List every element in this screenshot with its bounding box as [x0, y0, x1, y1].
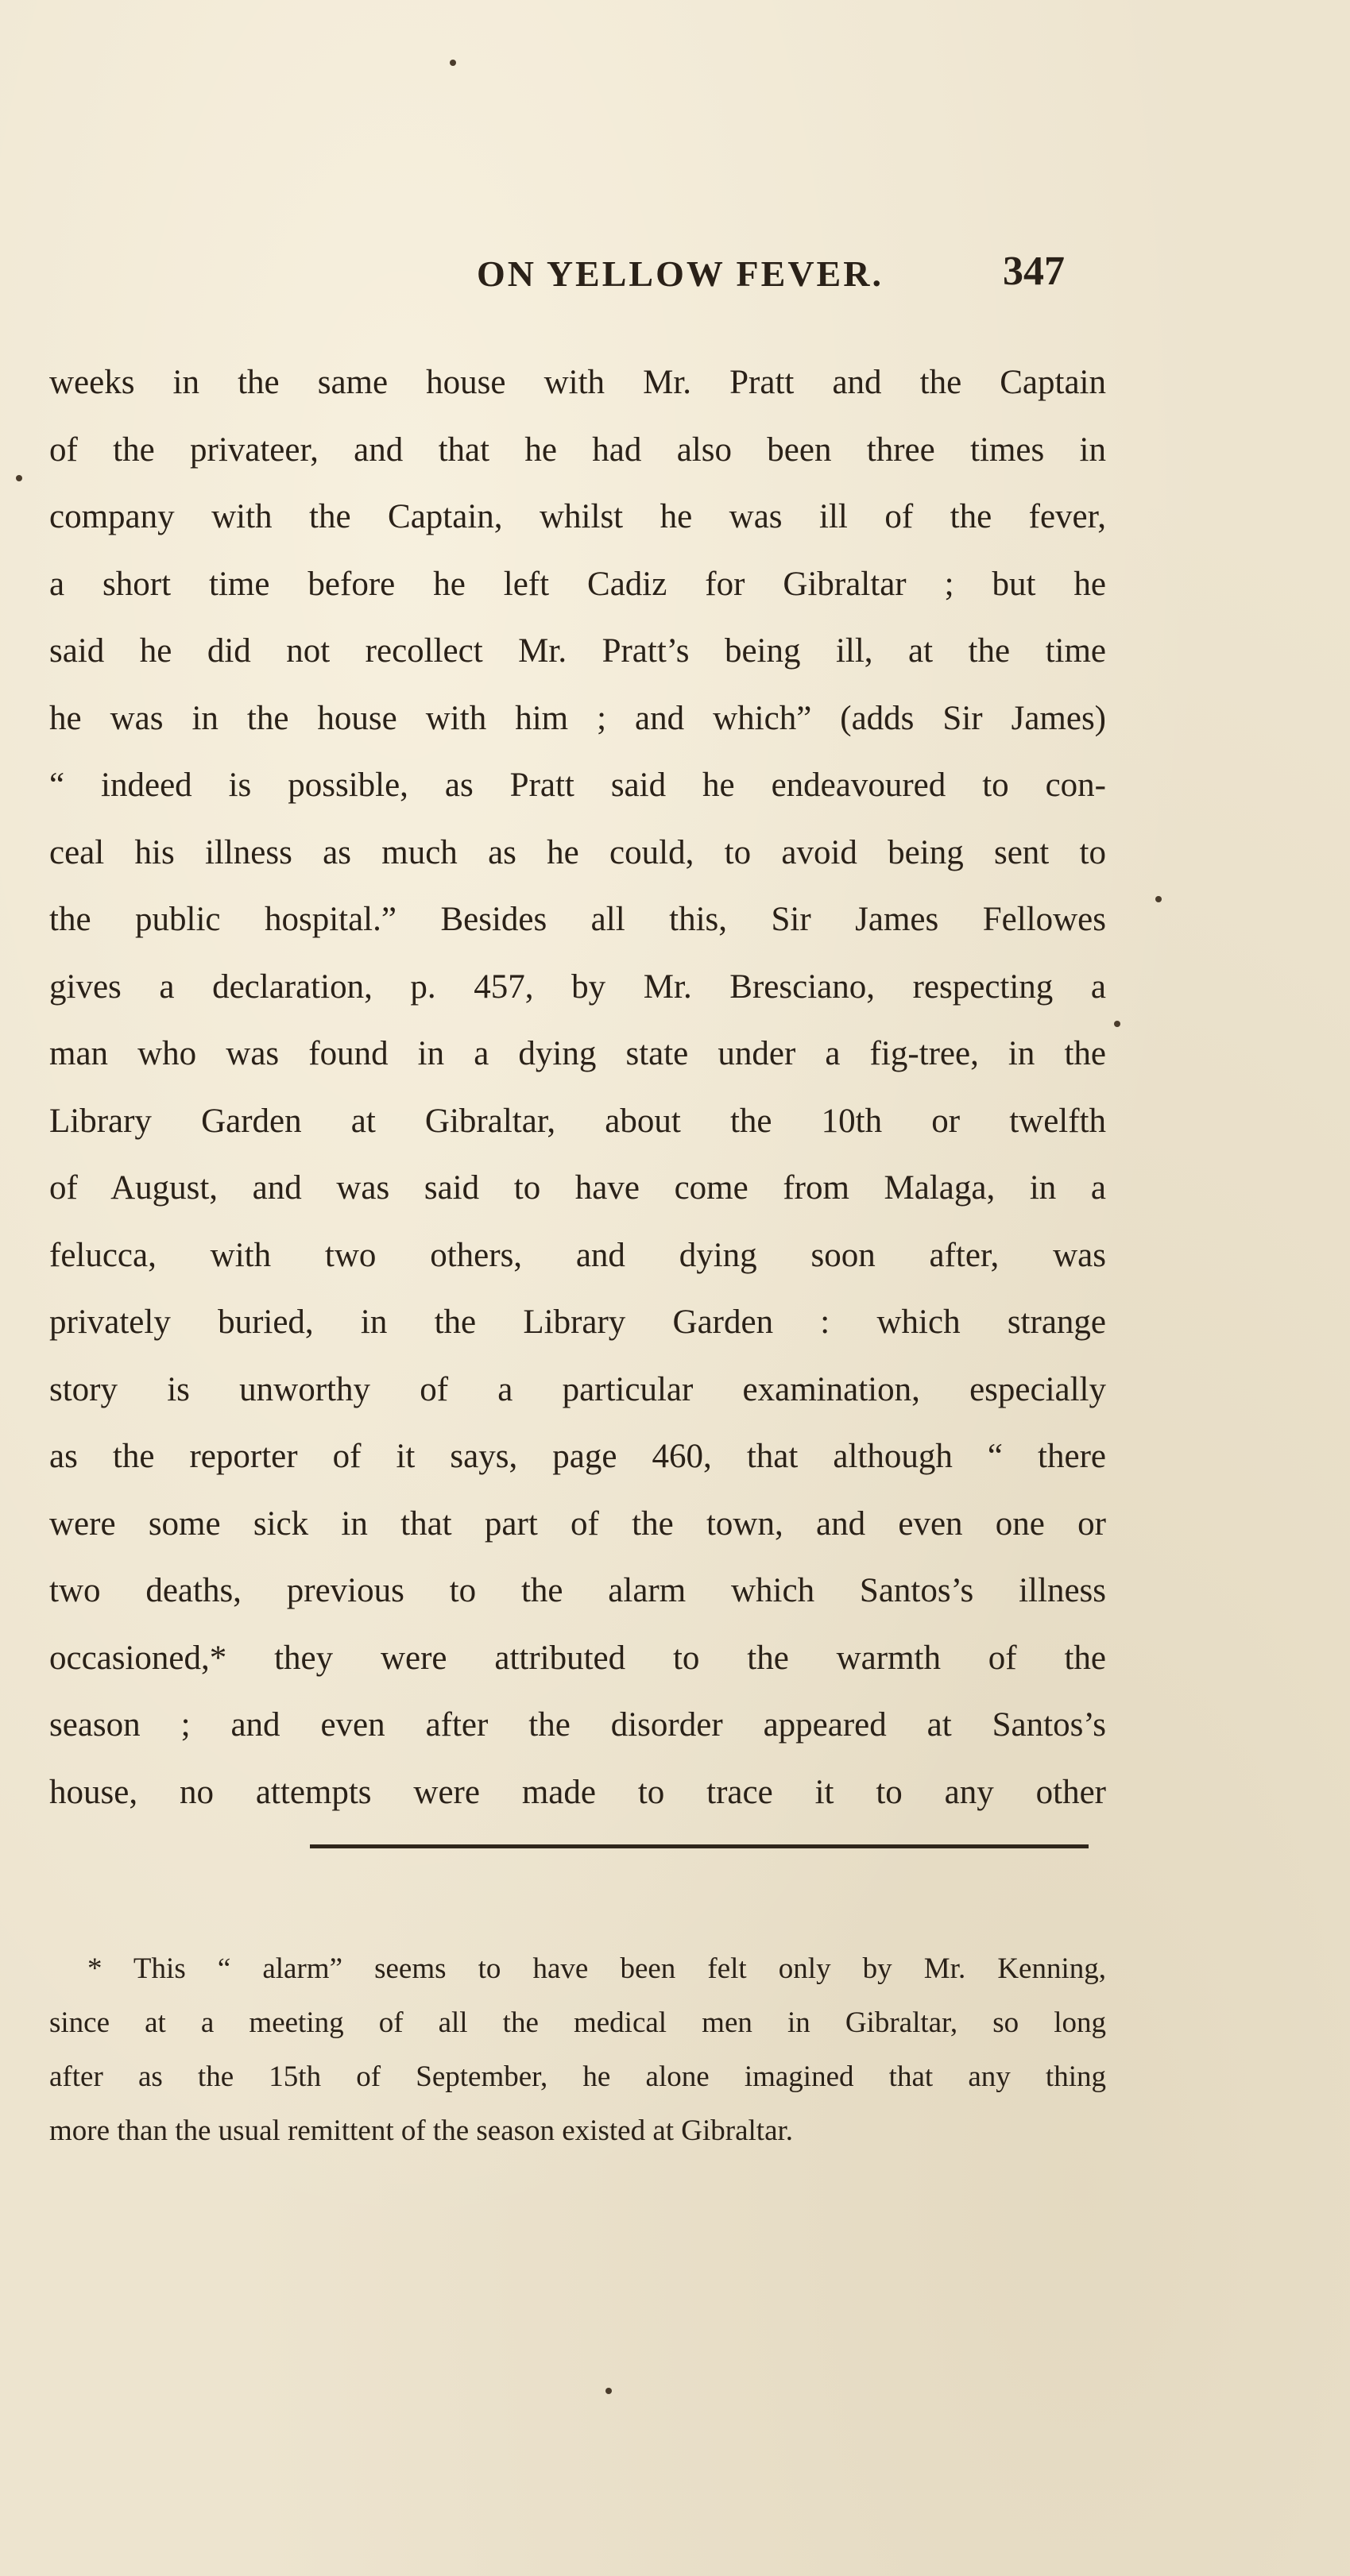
text-line: the public hospital.” Besides all this, Sir James Fellowes	[49, 901, 1106, 938]
text-line: of the privateer, and that he had also been three times in	[49, 431, 1106, 469]
body-text	[49, 350, 1106, 1826]
text-line: a short time before he left Cadiz for Gibraltar ; but he	[49, 565, 1106, 603]
paper-speck	[16, 475, 22, 481]
text-line: said he did not recollect Mr. Pratt’s being ill, at the time	[49, 632, 1106, 670]
footnote-line: * This “ alarm” seems to have been felt only by Mr. Kenning,	[87, 1952, 1106, 1985]
footnote-line: after as the 15th of September, he alone imagined that any thing	[49, 2060, 1106, 2093]
text-line: of August, and was said to have come from Malaga, in a	[49, 1169, 1106, 1207]
text-line: man who was found in a dying state under a fig-tree, in the	[49, 1035, 1106, 1072]
page-number: 347	[1003, 249, 1065, 294]
paper-speck	[1114, 1021, 1120, 1027]
footnote-rule	[310, 1844, 1089, 1848]
paper-speck	[605, 2388, 612, 2394]
footnote	[49, 1942, 1106, 2158]
text-line: house, no attempts were made to trace it to any other	[49, 1773, 1106, 1811]
text-line: season ; and even after the disorder appeared at Santos’s	[49, 1706, 1106, 1744]
text-line: privately buried, in the Library Garden : which strange	[49, 1303, 1106, 1341]
footnote-line: more than the usual remittent of the season existed at Gibraltar.	[49, 2114, 794, 2147]
running-title: ON YELLOW FEVER.	[477, 253, 884, 294]
text-line: story is unworthy of a particular examination, especially	[49, 1370, 1106, 1408]
text-line: ceal his illness as much as he could, to avoid being sent to	[49, 833, 1106, 871]
text-line: occasioned,* they were attributed to the warmth of the	[49, 1639, 1106, 1677]
text-line: were some sick in that part of the town, and even one or	[49, 1504, 1106, 1543]
text-line: felucca, with two others, and dying soon after, was	[49, 1236, 1106, 1274]
running-head	[280, 249, 1081, 316]
text-line: Library Garden at Gibraltar, about the 10th or twelfth	[49, 1102, 1106, 1140]
text-line: gives a declaration, p. 457, by Mr. Bresciano, respecting a	[49, 967, 1106, 1006]
paper-speck	[450, 60, 456, 66]
text-line: he was in the house with him ; and which” (adds Sir James)	[49, 699, 1106, 737]
text-line: two deaths, previous to the alarm which Santos’s illness	[49, 1572, 1106, 1609]
paper-speck	[1155, 896, 1162, 902]
text-line: weeks in the same house with Mr. Pratt and the Captain	[49, 364, 1106, 401]
footnote-line: since at a meeting of all the medical men in Gibraltar, so long	[49, 2006, 1106, 2039]
text-line: as the reporter of it says, page 460, that although “ there	[49, 1438, 1106, 1475]
text-line: “ indeed is possible, as Pratt said he endeavoured to con-	[49, 767, 1106, 804]
text-line: company with the Captain, whilst he was ill of the fever,	[49, 498, 1106, 535]
